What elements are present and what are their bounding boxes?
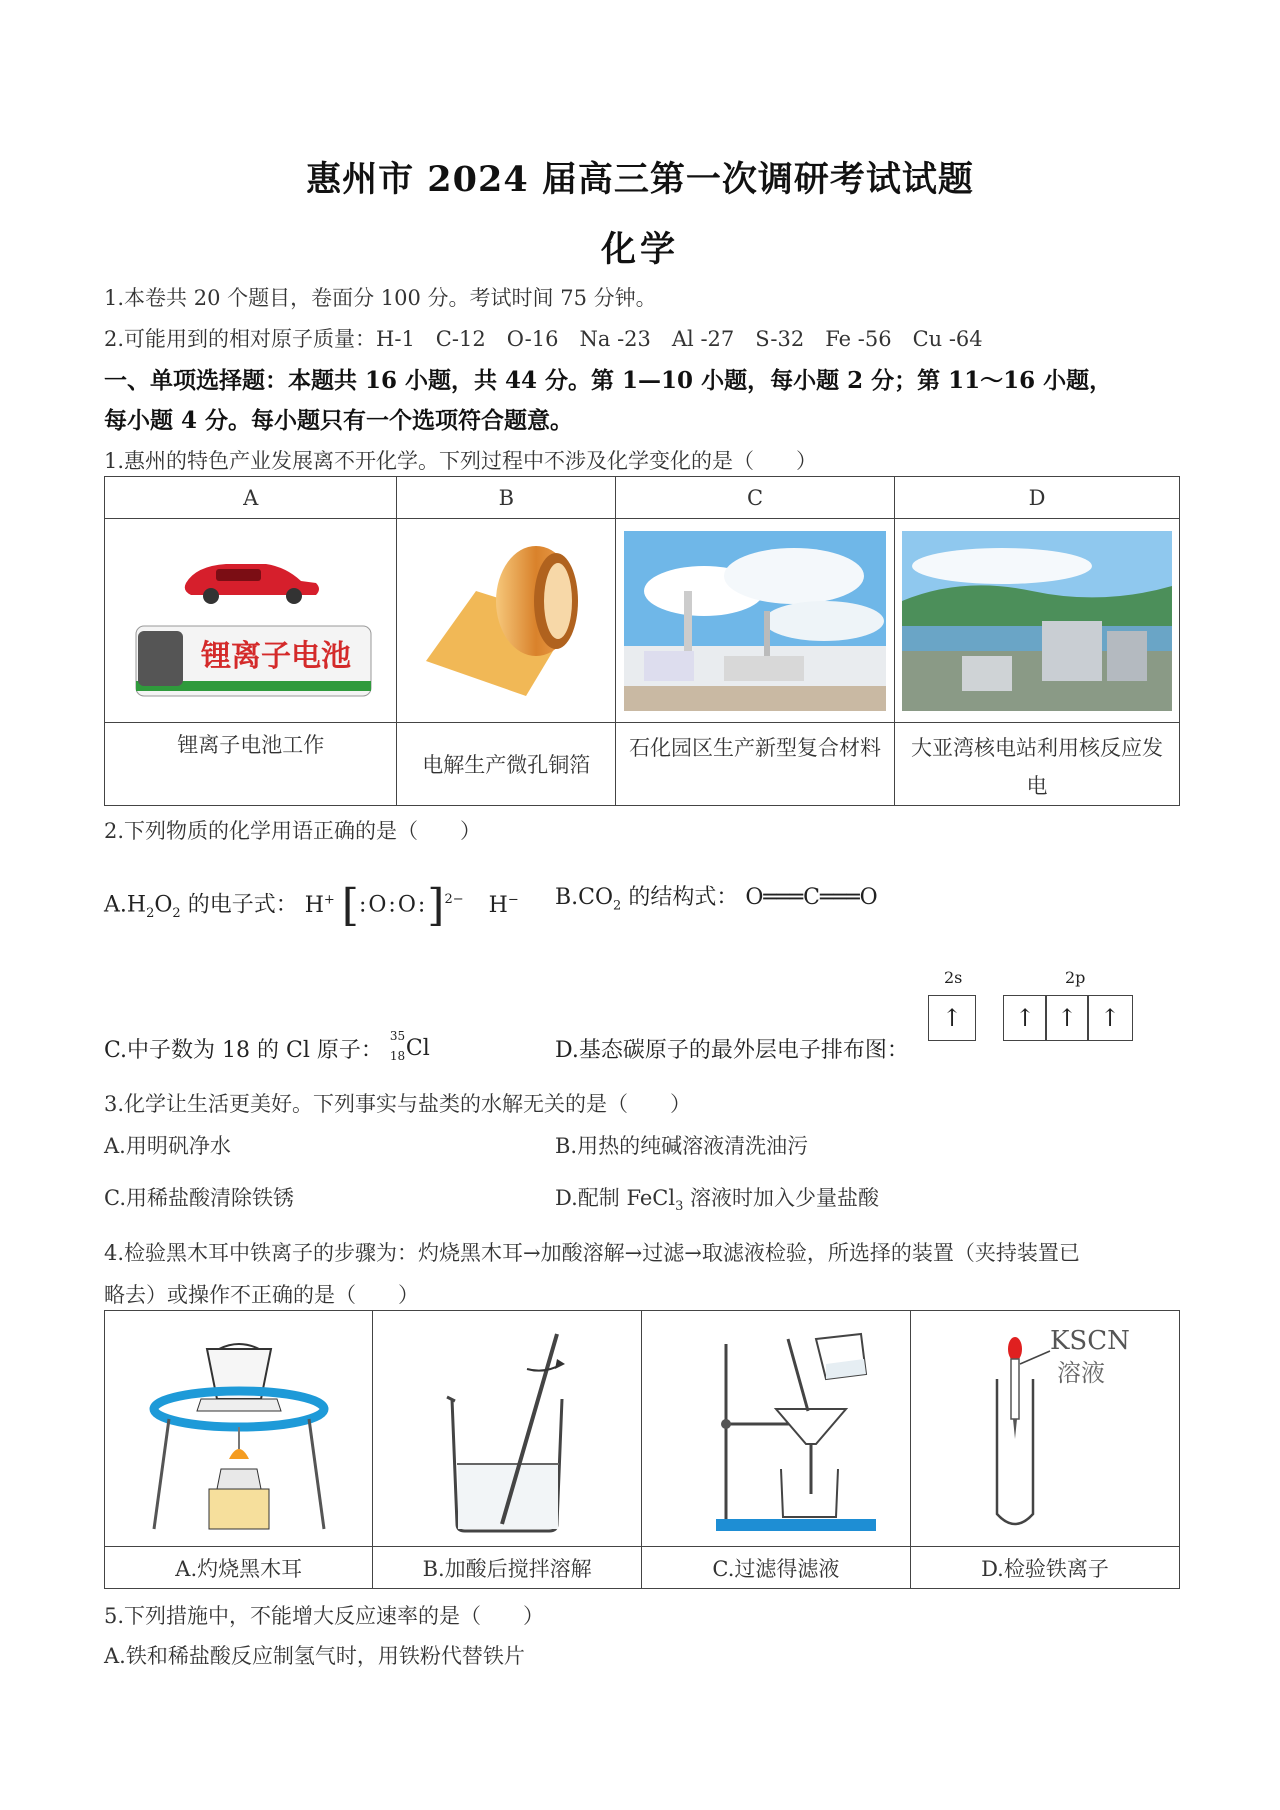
battery-car-image: [116, 531, 386, 711]
note-1: 1.本卷共 20 个题目，卷面分 100 分。考试时间 75 分钟。: [104, 286, 657, 310]
chlorine-isotope: 35 18 Cl: [389, 1029, 430, 1063]
q4-image-b: [373, 1311, 641, 1547]
q1-header-b: B: [397, 477, 616, 519]
q3-stem: 3.化学让生活更美好。下列事实与盐类的水解无关的是（ ）: [104, 1092, 692, 1116]
orbital-2p-1: ↑: [1003, 995, 1047, 1041]
co2-structure: O═══C═══O: [745, 885, 878, 910]
h-minus: H−: [488, 892, 519, 918]
q2-option-b: $B.CO_2$ 的结构式： O═══C═══O: [555, 885, 878, 914]
q1-options-table: [104, 476, 1180, 806]
q1-header-d: D: [894, 477, 1179, 519]
q2-stem: 2.下列物质的化学用语正确的是（ ）: [104, 819, 482, 843]
q1-image-a: [105, 519, 397, 723]
q1-caption-d: 大亚湾核电站利用核反应发电: [894, 723, 1179, 806]
copper-foil-image: [406, 531, 606, 711]
q4-caption-a: A.灼烧黑木耳: [105, 1547, 373, 1589]
q1-header-a: A: [105, 477, 397, 519]
q5-stem: 5.下列措施中，不能增大反应速率的是（ ）: [104, 1604, 545, 1628]
petrochemical-park-image: [624, 531, 886, 711]
q4-image-c: [641, 1311, 910, 1547]
section-heading-line2: 每小题 4 分。每小题只有一个选项符合题意。: [104, 407, 574, 434]
label-2p: 2p: [1065, 968, 1086, 987]
q1-image-b: [397, 519, 616, 723]
q2-option-a: $A.H_2O_2$ 的电子式： H+ [:O:O:]$^{2-}$ H−: [104, 880, 519, 931]
q4-caption-b: B.加酸后搅拌溶解: [373, 1547, 641, 1589]
test-tube-dropper-icon: [925, 1319, 1165, 1539]
q2-option-d: D.基态碳原子的最外层电子排布图：: [555, 1038, 909, 1063]
battery-label: 锂离子电池: [200, 638, 351, 674]
solution-label: 溶液: [1056, 1358, 1105, 1387]
q3-option-c: C.用稀盐酸清除铁锈: [104, 1186, 294, 1210]
q4-image-a: [105, 1311, 373, 1547]
q4-stem-line1: 4.检验黑木耳中铁离子的步骤为：灼烧黑木耳→加酸溶解→过滤→取滤液检验，所选择的装置（夹持装置已: [104, 1241, 1080, 1265]
q4-options-table: [104, 1310, 1180, 1589]
crucible-tripod-icon: [129, 1319, 349, 1539]
q3-option-a: A.用明矾净水: [104, 1134, 231, 1158]
peroxide-electron-dots: :O:O:: [358, 892, 428, 918]
section-heading-line1: 一、单项选择题：本题共 16 小题，共 44 分。第 1—10 小题，每小题 2 分；第 11～16 小题，: [104, 367, 1113, 394]
q1-caption-a: 锂离子电池工作: [105, 723, 397, 806]
q1-stem: 1.惠州的特色产业发展离不开化学。下列过程中不涉及化学变化的是（ ）: [104, 449, 818, 473]
exam-title: 惠州市 2024 届高三第一次调研考试试题: [306, 159, 974, 200]
q2-option-c: C.中子数为 18 的 Cl 原子： 35 18 Cl: [104, 1033, 436, 1065]
kscn-label: KSCN: [1049, 1325, 1130, 1356]
q1-image-c: [616, 519, 895, 723]
q1-caption-c: 石化园区生产新型复合材料: [616, 723, 895, 806]
q3-option-b: B.用热的纯碱溶液清洗油污: [555, 1134, 809, 1158]
filtration-apparatus-icon: [656, 1319, 896, 1539]
nuclear-plant-image: [902, 531, 1172, 711]
q4-stem-line2: 略去）或操作不正确的是（ ）: [104, 1283, 419, 1307]
label-2s: 2s: [944, 968, 963, 987]
orbital-2p-2: ↑: [1045, 995, 1089, 1041]
q4-image-d: [910, 1311, 1179, 1547]
q3-option-d: D.配制 FeCl$_3$ 溶液时加入少量盐酸: [555, 1186, 880, 1215]
q1-image-d: [894, 519, 1179, 723]
beaker-stirring-icon: [397, 1319, 617, 1539]
h-plus: H+: [304, 892, 335, 918]
note-2: 2.可能用到的相对原子质量：H-1 C-12 O-16 Na -23 Al -27 S-32 Fe -56 Cu -64: [104, 327, 983, 351]
q5-option-a: A.铁和稀盐酸反应制氢气时，用铁粉代替铁片: [104, 1644, 525, 1668]
q1-header-c: C: [616, 477, 895, 519]
q4-caption-d: D.检验铁离子: [910, 1547, 1179, 1589]
subject-title: 化学: [600, 229, 679, 270]
q4-caption-c: C.过滤得滤液: [641, 1547, 910, 1589]
q1-caption-b: 电解生产微孔铜箔: [397, 723, 616, 806]
orbital-2s: ↑: [928, 995, 976, 1041]
orbital-2p-3: ↑: [1087, 995, 1133, 1041]
